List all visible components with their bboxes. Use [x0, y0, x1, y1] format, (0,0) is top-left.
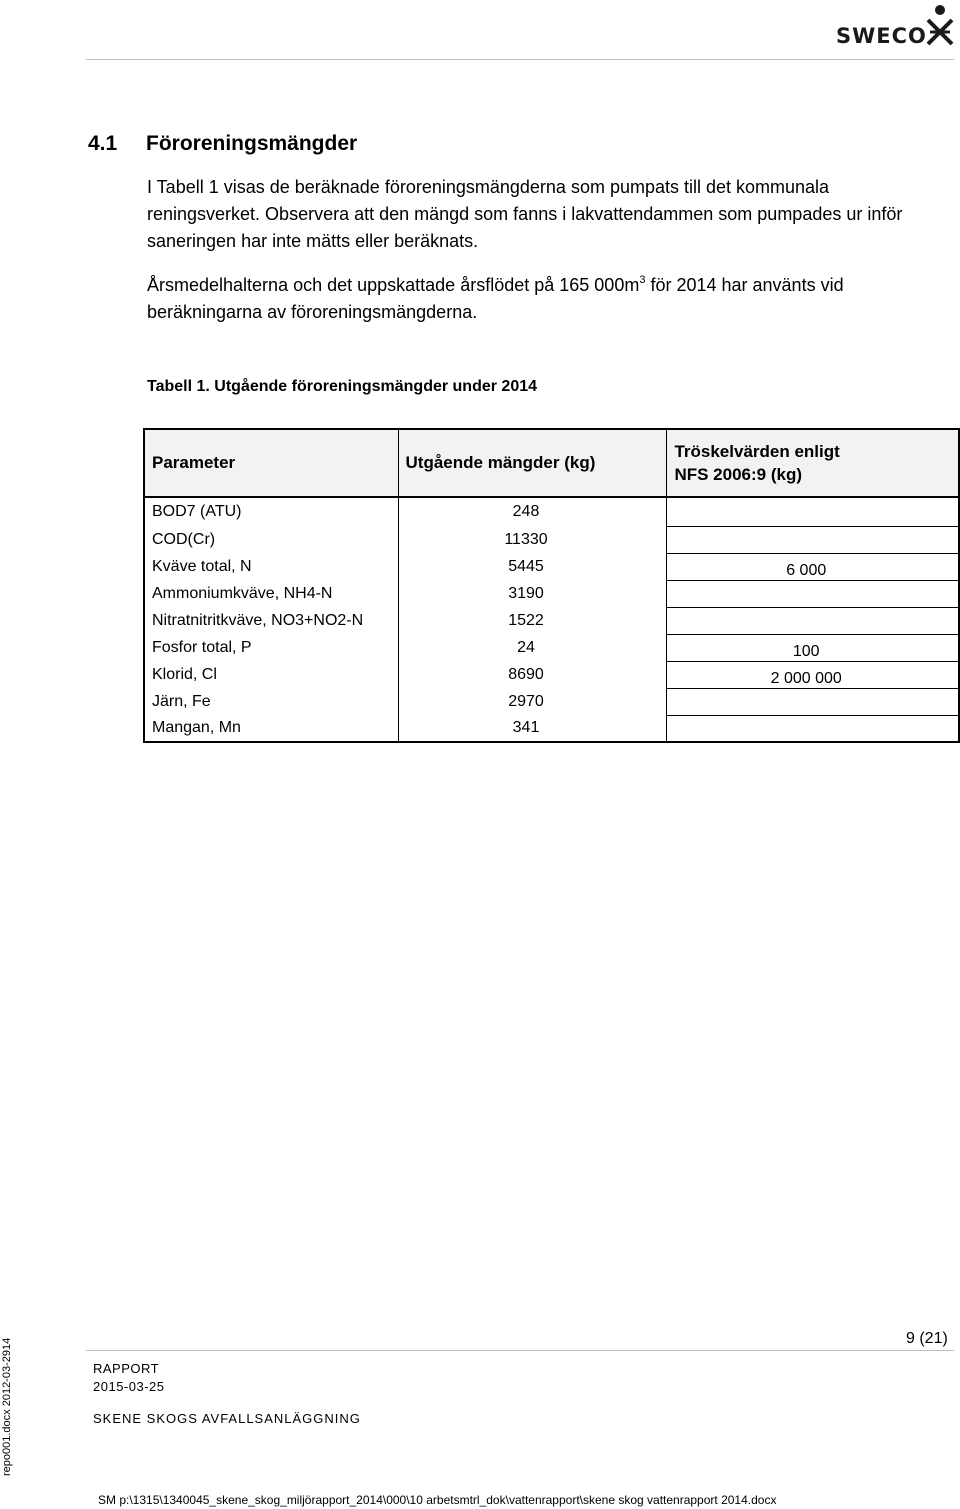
cell-amount: 1522 — [398, 607, 667, 634]
cell-parameter: Fosfor total, P — [144, 634, 398, 661]
cell-amount: 11330 — [398, 526, 667, 553]
header-divider — [86, 59, 954, 60]
cell-threshold: 2 000 000 — [667, 661, 959, 688]
cell-threshold — [667, 688, 959, 715]
table-row — [144, 526, 959, 553]
sweco-figure-icon — [926, 4, 956, 48]
footer-divider — [86, 1350, 954, 1351]
pollutant-table — [143, 428, 960, 743]
cell-parameter: COD(Cr) — [144, 526, 398, 553]
cell-threshold — [667, 497, 959, 526]
cell-amount: 3190 — [398, 580, 667, 607]
table-row — [144, 688, 959, 715]
table-row — [144, 553, 959, 580]
cell-parameter: Ammoniumkväve, NH4-N — [144, 580, 398, 607]
cell-threshold — [667, 607, 959, 634]
side-template-code: repo001.docx 2012-03-2914 — [1, 1337, 13, 1476]
superscript: 3 — [639, 274, 646, 286]
cell-amount: 2970 — [398, 688, 667, 715]
cell-threshold: 100 — [667, 634, 959, 661]
table-row — [144, 580, 959, 607]
header-threshold-line2: NFS 2006:9 (kg) — [674, 465, 802, 484]
cell-threshold: 6 000 — [667, 553, 959, 580]
cell-parameter: Kväve total, N — [144, 553, 398, 580]
cell-amount: 341 — [398, 715, 667, 742]
cell-parameter: Järn, Fe — [144, 688, 398, 715]
cell-threshold — [667, 526, 959, 553]
section-heading — [88, 132, 357, 156]
section-title: Föroreningsmängder — [146, 132, 358, 155]
table-row — [144, 715, 959, 742]
cell-parameter: Mangan, Mn — [144, 715, 398, 742]
cell-parameter: Nitratnitritkväve, NO3+NO2-N — [144, 607, 398, 634]
table-row — [144, 634, 959, 661]
page-number: 9 (21) — [906, 1330, 948, 1347]
table-row — [144, 661, 959, 688]
cell-parameter: BOD7 (ATU) — [144, 497, 398, 526]
table-row — [144, 497, 959, 526]
footer-file-path: SM p:\1315\1340045_skene_skog_miljörapport_2014\000\10 arbetsmtrl_dok\vattenrapport\skene skog vattenrapport 2014.docx — [98, 1493, 777, 1507]
cell-threshold — [667, 715, 959, 742]
cell-amount: 24 — [398, 634, 667, 661]
header-parameter: Parameter — [144, 429, 398, 497]
section-number: 4.1 — [88, 132, 118, 155]
table-header-row — [144, 429, 959, 497]
footer-project: SKENE SKOGS AVFALLSANLÄGGNING — [93, 1411, 361, 1426]
header-threshold — [667, 429, 959, 497]
table-caption: Tabell 1. Utgående föroreningsmängder under 2014 — [147, 378, 538, 395]
paragraph-flow-end: för 2014 har använts vid beräkningarna av föroreningsmängderna. — [147, 275, 844, 322]
header-amount: Utgående mängder (kg) — [398, 429, 667, 497]
header-threshold-line1: Tröskelvärden enligt — [674, 442, 840, 461]
logo-text: SWECO — [836, 24, 927, 48]
cell-amount: 8690 — [398, 661, 667, 688]
cell-amount: 5445 — [398, 553, 667, 580]
footer-date: 2015-03-25 — [93, 1379, 165, 1394]
sweco-logo — [836, 4, 958, 48]
cell-parameter: Klorid, Cl — [144, 661, 398, 688]
paragraph-flow-start: Årsmedelhalterna och det uppskattade årsflödet på 165 000m — [147, 275, 640, 295]
paragraph-intro: I Tabell 1 visas de beräknade föroreningsmängderna som pumpats till det kommunala reningsverket. Observera att den mängd som fanns i lakvattendammen som pumpades ur inför saneringen har inte mätts eller beräknats. — [147, 177, 903, 251]
footer-doc-type: RAPPORT — [93, 1361, 160, 1376]
cell-amount: 248 — [398, 497, 667, 526]
cell-threshold — [667, 580, 959, 607]
paragraph-flow — [147, 267, 947, 326]
table-row — [144, 607, 959, 634]
